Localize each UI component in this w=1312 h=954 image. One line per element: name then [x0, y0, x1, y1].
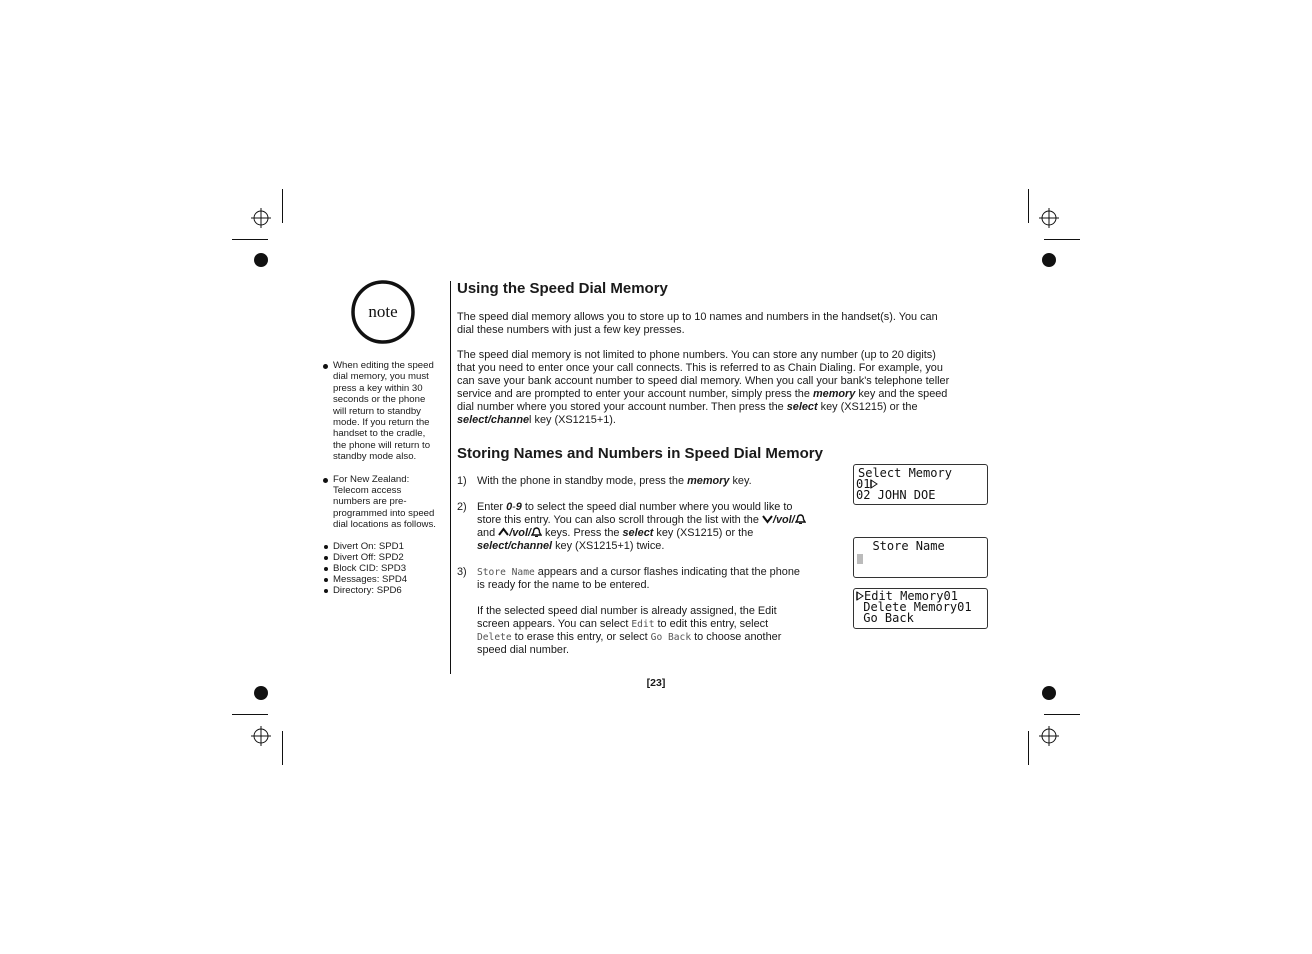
key-name: select/channe — [457, 414, 530, 426]
text-line — [477, 514, 837, 527]
blank-line — [477, 592, 837, 605]
screen-text: Store Name — [477, 567, 535, 578]
text-run: to choose another — [691, 631, 782, 643]
text-run: With the phone in standby mode, press the — [477, 475, 688, 487]
text-run: dial number where you stored your account number. Then press the — [457, 401, 787, 413]
note-badge-label: note — [368, 302, 398, 321]
text-run: to edit this entry, select — [654, 618, 769, 630]
lcd-row: Go Back — [856, 611, 914, 625]
note-line: When editing the speed — [333, 360, 434, 371]
step-number: 2) — [457, 501, 467, 513]
chevron-up-icon — [498, 527, 509, 537]
note-line: will return to standby — [333, 405, 421, 417]
text-line — [477, 527, 837, 540]
bullet-icon — [324, 567, 328, 571]
note-line: programmed into speed — [333, 507, 435, 519]
bell-icon — [795, 514, 806, 524]
text-run: and — [477, 527, 499, 539]
speed-dial-list — [322, 541, 446, 596]
text-line — [477, 475, 837, 488]
text-line: If the selected speed dial number is already assigned, the Edit — [477, 605, 777, 617]
list-item — [322, 585, 446, 596]
crop-mark — [232, 714, 268, 715]
note-list — [322, 360, 446, 531]
key-name: select — [622, 527, 654, 539]
text-line: that you need to enter once your call connects. This is referred to as Chain Dialing. For example, you — [457, 362, 943, 374]
bullet-icon — [324, 556, 328, 560]
key-name: /vol/ — [772, 514, 795, 526]
note-line: Telecom access — [333, 485, 402, 497]
lcd-cursor-row — [857, 553, 863, 564]
list-item — [322, 574, 446, 585]
crop-mark — [282, 189, 283, 223]
registration-mark — [1039, 726, 1059, 746]
page-number: [23] — [646, 677, 666, 689]
note-icon — [350, 279, 416, 345]
bullet-icon — [323, 478, 328, 483]
text-line: is ready for the name to be entered. — [477, 579, 650, 591]
step-number: 1) — [457, 475, 467, 487]
list-item-label: Messages: SPD4 — [333, 574, 408, 586]
key-name: select — [786, 401, 818, 413]
text-run: key and the speed — [855, 388, 948, 400]
text-line — [477, 540, 837, 553]
crop-mark — [1028, 189, 1029, 223]
key-name: memory — [812, 388, 856, 400]
list-item-label: Directory: SPD6 — [333, 585, 402, 597]
list-item — [322, 541, 446, 552]
list-item-label: Divert On: SPD1 — [333, 541, 404, 552]
bell-icon — [531, 527, 542, 537]
lcd-text: Edit Memory01 — [864, 589, 958, 603]
registration-dot — [1042, 253, 1056, 267]
text-line — [457, 414, 982, 427]
crop-mark — [1044, 714, 1080, 715]
bullet-icon — [324, 578, 328, 582]
text-run: appears and a cursor flashes indicating that the phone — [534, 566, 800, 578]
text-run: key (XS1215) or the — [653, 527, 754, 539]
text-cursor — [857, 554, 863, 564]
screen-text: Edit — [631, 619, 655, 630]
crop-mark — [282, 731, 283, 765]
registration-mark — [251, 208, 271, 228]
crop-mark — [232, 239, 268, 240]
text-run: l key (XS1215+1). — [529, 414, 616, 426]
bullet-icon — [323, 364, 328, 369]
note-line: dial memory, you must — [333, 371, 429, 383]
note-line: mode. If you return the — [333, 417, 430, 429]
bullet-icon — [324, 545, 328, 549]
key-name: 0 — [506, 501, 513, 513]
lcd-row: 02 JOHN DOE — [856, 488, 936, 502]
text-run: key (XS1215+1) twice. — [552, 540, 665, 552]
key-name: 9 — [515, 501, 522, 513]
lcd-row: Select Memory — [858, 466, 952, 480]
note-line: For New Zealand: — [333, 473, 410, 485]
text-run: to erase this entry, or select — [511, 631, 651, 643]
text-run: key (XS1215) or the — [817, 401, 918, 413]
text-line — [477, 631, 837, 644]
lcd-row: Delete Memory01 — [856, 600, 972, 614]
list-item-label: Block CID: SPD3 — [333, 563, 407, 575]
key-name: memory — [687, 475, 730, 487]
note-line: the phone will return to — [333, 439, 431, 451]
text-run: to select the speed dial number where you would like to — [521, 501, 793, 513]
list-item-label: Divert Off: SPD2 — [333, 552, 404, 564]
list-item — [322, 563, 446, 574]
section-title: Using the Speed Dial Memory — [457, 280, 668, 297]
text-line: can save your bank account number to speed dial memory. When you call your bank's telephone teller — [457, 375, 950, 387]
text-run: keys. Press the — [542, 527, 623, 539]
text-line — [477, 501, 837, 514]
note-line: numbers are pre- — [333, 496, 407, 508]
section-title: Storing Names and Numbers in Speed Dial Memory — [457, 445, 823, 462]
text-run: screen appears. You can select — [477, 618, 632, 630]
paragraph — [457, 311, 982, 337]
text-run: service and are prompted to enter your account number, simply press the — [457, 388, 813, 400]
note-line: standby mode also. — [333, 451, 417, 463]
screen-text: Delete — [477, 632, 512, 643]
text-line — [457, 401, 982, 414]
text-line: The speed dial memory allows you to store up to 10 names and numbers in the handset(s). You can — [457, 311, 938, 323]
note-line: press a key within 30 — [333, 382, 423, 394]
list-item — [322, 552, 446, 563]
text-line: The speed dial memory is not limited to phone numbers. You can store any number (up to 20 digits) — [457, 349, 936, 361]
lcd-screen-select-memory — [853, 464, 988, 505]
column-divider — [450, 281, 451, 674]
text-run: - — [512, 501, 516, 513]
note-line: handset to the cradle, — [333, 428, 426, 440]
note-item — [322, 360, 446, 463]
text-line — [477, 566, 837, 579]
text-line: dial these numbers with just a few key presses. — [457, 324, 685, 336]
key-name: /vol/ — [509, 527, 531, 539]
key-name: select/channel — [477, 540, 553, 552]
text-line — [477, 618, 837, 631]
lcd-text: 01 — [856, 477, 871, 491]
text-line — [457, 388, 982, 401]
lcd-row: Store Name — [858, 539, 945, 553]
text-run: store this entry. You can also scroll through the list with the — [477, 514, 762, 526]
note-line: seconds or the phone — [333, 394, 426, 406]
crop-mark — [1044, 239, 1080, 240]
lcd-screen-store-name — [853, 537, 988, 578]
crop-mark — [1028, 731, 1029, 765]
bullet-icon — [324, 589, 328, 593]
screen-text: Go Back — [650, 632, 692, 643]
text-run: Enter — [477, 501, 507, 513]
note-line: dial locations as follows. — [333, 519, 436, 531]
text-run: key. — [729, 475, 752, 487]
registration-dot — [254, 253, 268, 267]
registration-mark — [1039, 208, 1059, 228]
paragraph — [457, 349, 982, 427]
step-number: 3) — [457, 566, 467, 578]
lcd-screen-edit-memory — [853, 588, 988, 629]
chevron-down-icon — [762, 514, 773, 524]
registration-mark — [251, 726, 271, 746]
note-item — [322, 474, 446, 531]
text-line: speed dial number. — [477, 644, 570, 656]
